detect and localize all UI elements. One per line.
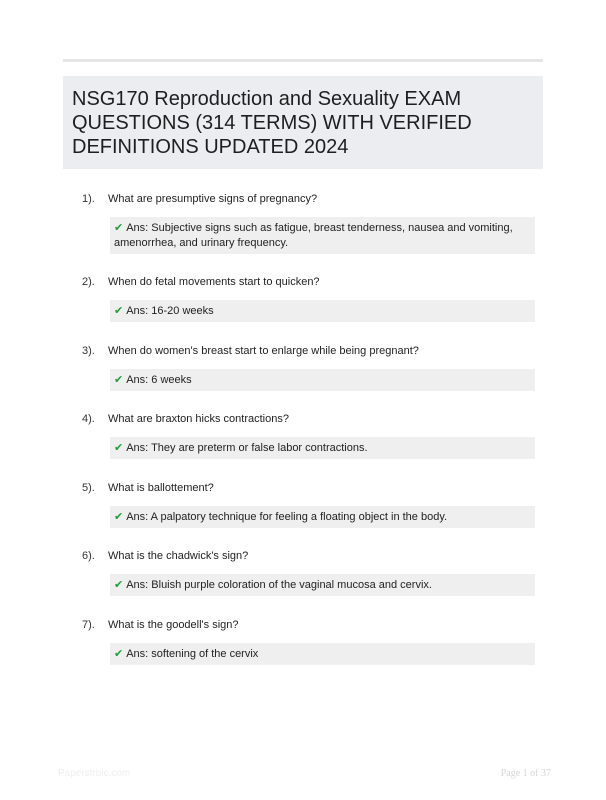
answer-box [110,217,535,254]
document-title: NSG170 Reproduction and Sexuality EXAM QUESTIONS (314 TERMS) WITH VERIFIED DEFINITIONS UPDATED 2024 [72,88,472,158]
answer-text: Ans: They are preterm or false labor contractions. [126,442,368,454]
qa-item-5 [82,481,535,528]
answer-text: Ans: softening of the cervix [126,648,259,660]
qa-item-1 [82,192,535,254]
question-number: 4). [82,413,95,425]
answer-text: Ans: Subjective signs such as fatigue, breast tenderness, nausea and vomiting, amenorrhea, and urinary frequency. [114,222,513,249]
question-number: 1). [82,193,95,205]
check-icon: ✔ [114,647,124,660]
question-text: When do women's breast start to enlarge while being pregnant? [108,345,419,357]
question-number: 6). [82,550,95,562]
check-icon: ✔ [114,373,124,386]
answer-text: Ans: 6 weeks [126,374,192,386]
question-text: What are presumptive signs of pregnancy? [108,193,318,205]
answer-text: Ans: Bluish purple coloration of the vaginal mucosa and cervix. [126,579,432,591]
answer-box [110,300,535,322]
qa-item-4 [82,412,535,459]
page-number: Page 1 of 37 [500,768,551,779]
question-number: 3). [82,345,95,357]
check-icon: ✔ [114,221,124,234]
answer-text: Ans: 16-20 weeks [126,305,214,317]
answer-box [110,574,535,596]
watermark-text: Paperstrbic.com [58,768,131,779]
question-text: What is the chadwick's sign? [108,550,249,562]
answer-box [110,369,535,391]
answer-box [110,506,535,528]
check-icon: ✔ [114,578,124,591]
qa-item-3 [82,344,535,391]
qa-item-7 [82,618,535,665]
answer-box [110,437,535,459]
check-icon: ✔ [114,441,124,454]
question-text: What are braxton hicks contractions? [108,413,289,425]
answer-text: Ans: A palpatory technique for feeling a floating object in the body. [126,511,448,523]
qa-item-6 [82,549,535,596]
answer-box [110,643,535,665]
check-icon: ✔ [114,510,124,523]
question-text: What is ballottement? [108,482,214,494]
qa-item-2 [82,275,535,322]
top-divider [63,59,543,62]
check-icon: ✔ [114,304,124,317]
question-text: When do fetal movements start to quicken? [108,276,320,288]
question-number: 5). [82,482,95,494]
question-text: What is the goodell's sign? [108,619,239,631]
question-number: 7). [82,619,95,631]
title-banner [63,76,543,169]
question-number: 2). [82,276,95,288]
